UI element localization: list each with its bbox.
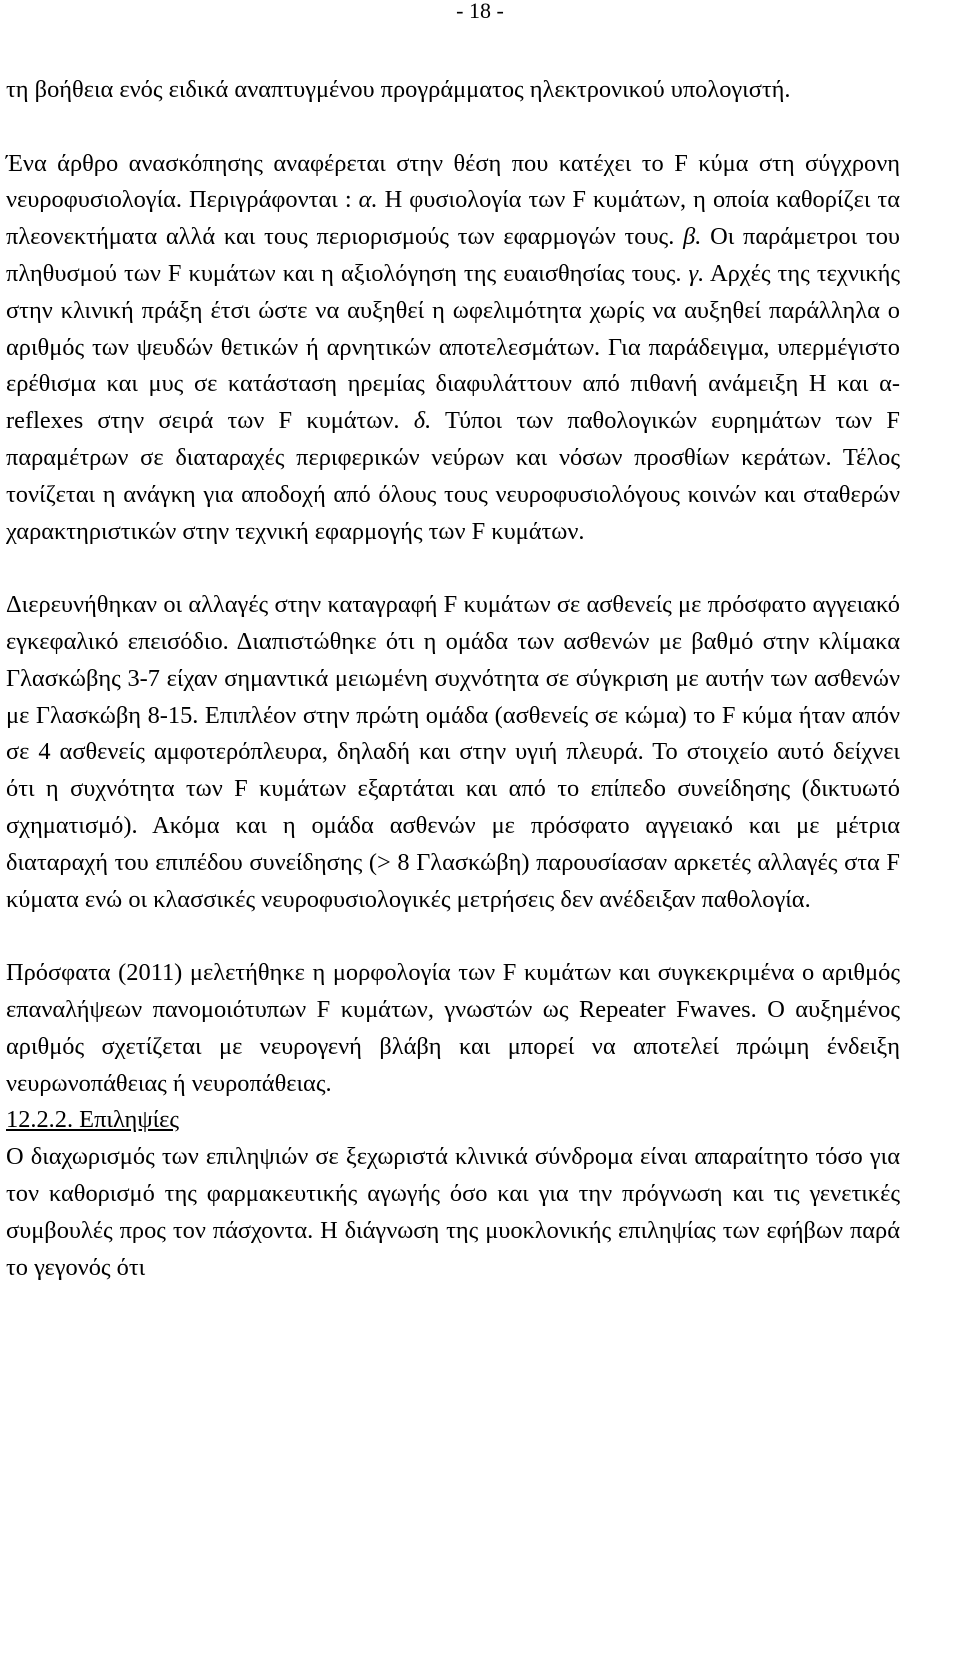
- paragraph-epilepsies: Ο διαχωρισμός των επιληψιών σε ξεχωριστά κλινικά σύνδρομα είναι απαραίτητο τόσο για τον καθορισμό της φαρμακευτικής αγωγής όσο και για την πρόγνωση και τις γενετικές συμβουλές προς τον πάσχοντα. Η διάγνωση της μυοκλονικής επιληψίας των εφήβων παρά το γεγονός ότι: [6, 1143, 900, 1281]
- section-heading: 12.2.2. Επιληψίες: [6, 1106, 180, 1134]
- paragraph-intro-continuation: τη βοήθεια ενός ειδικά αναπτυγμένου προγράμματος ηλεκτρονικού υπολογιστή.: [6, 76, 791, 103]
- review-item-b: Οι παράμετροι του πληθυσμού των F κυμάτων και η αξιολόγηση της ευαισθησίας τους.: [6, 223, 900, 287]
- review-sentence: Ένα άρθρο ανασκόπησης αναφέρεται στην θέση που κατέχει το F κύμα στη σύγχρονη νευροφυσιολογία. Περιγράφονται :: [6, 149, 900, 214]
- list-marker-c: γ.: [688, 259, 705, 287]
- paragraph-stroke-study: Διερευνήθηκαν οι αλλαγές στην καταγραφή F κυμάτων σε ασθενείς με πρόσφατο αγγειακό εγκεφαλικό επεισόδιο. Διαπιστώθηκε ότι η ομάδα των ασθενών με βαθμό στην κλίμακα Γλασκώβης 3-7 είχαν σημαντικά μειωμένη συχνότητα σε σύγκριση με αυτήν των ασθενών με Γλασκώβη 8-15. Επιπλέον στην πρώτη ομάδα (ασθενείς σε κώμα) το F κύμα ήταν απόν σε 4 ασθενείς αμφοτερόπλευρα, δηλαδή και στην υγιή πλευρά. Το στοιχείο αυτό δείχνει ότι η συχνότητα των F κυμάτων εξαρτάται και από το επίπεδο συνείδησης (δικτυωτό σχηματισμό). Ακόμα και η ομάδα ασθενών με πρόσφατο αγγειακό και με μέτρια διαταραχή του επιπέδου συνείδησης (> 8 Γλασκώβη) παρουσίασαν αρκετές αλλαγές στα F κύματα ενώ οι κλασσικές νευροφυσιολογικές μετρήσεις δεν ανέδειξαν παθολογία.: [6, 591, 900, 913]
- list-marker-a: α.: [358, 186, 378, 214]
- page-number: - 18 -: [456, 0, 504, 23]
- review-item-c: Αρχές της τεχνικής στην κλινική πράξη έτσι ώστε να αυξηθεί η ωφελιμότητα χωρίς να αυξηθεί παράλληλα ο αριθμός των ψευδών θετικών ή αρνητικών αποτελεσμάτων. Για παράδειγμα, υπερμέγιστο ερέθισμα και μυς σε κατάσταση ηρεμίας διαφυλάττουν από πιθανή ανάμειξη Η και α-reflexes στην σειρά των F κυμάτων.: [6, 259, 900, 435]
- review-item-a: Η φυσιολογία των F κυμάτων, η οποία καθορίζει τα πλεονεκτήματα αλλά και τους περιορισμούς των εφαρμογών τους.: [6, 186, 900, 251]
- paragraph-repeater-fwaves: Πρόσφατα (2011) μελετήθηκε η μορφολογία των F κυμάτων και συγκεκριμένα ο αριθμός επαναλήψεων πανομοιότυπων F κυμάτων, γνωστών ως Repeater Fwaves. Ο αυξημένος αριθμός σχετίζεται με νευρογενή βλάβη και μπορεί να αποτελεί πρώιμη ένδειξη νευρωνοπάθειας ή νευροπάθειας.: [6, 959, 900, 1097]
- review-item-d: Τύποι των παθολογικών ευρημάτων των F παραμέτρων σε διαταραχές περιφερικών νεύρων και νόσων προσθίων κεράτων. Τέλος τονίζεται η ανάγκη για αποδοχή από όλους τους νευροφυσιολόγους κοινών και σταθερών χαρακτηριστικών στην τεχνική εφαρμογής των F κυμάτων.: [6, 407, 900, 545]
- list-marker-d: δ.: [413, 407, 432, 435]
- document-body: [6, 72, 900, 1286]
- paragraph-review-article: [6, 146, 900, 551]
- list-marker-b: β.: [683, 223, 702, 251]
